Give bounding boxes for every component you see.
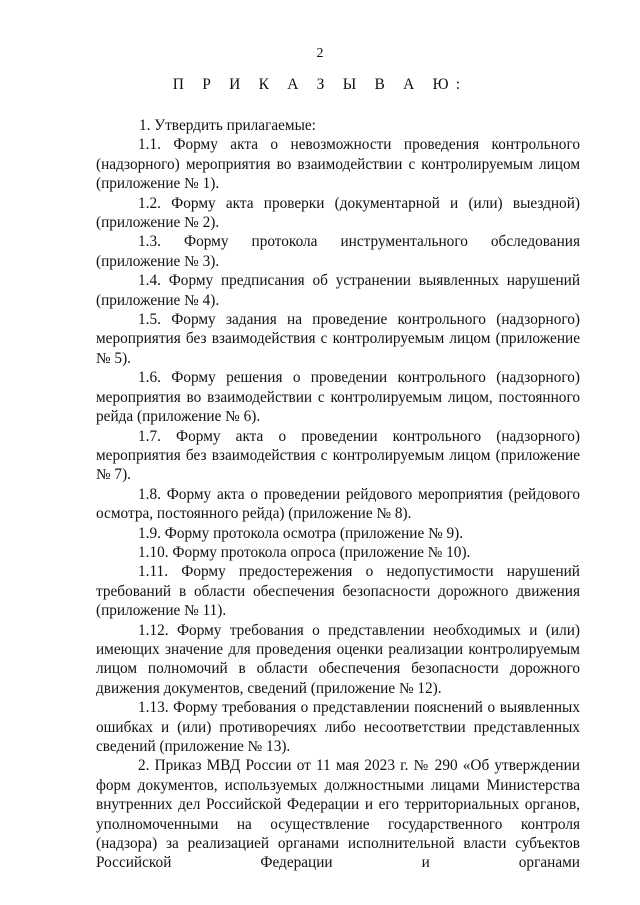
paragraph-1-6: 1.6. Форму решения о проведении контрольного (надзорного) мероприятия во взаимодействии с контролируемым лицом, постоянного рейда (приложение № 6). [96, 369, 580, 426]
paragraph-1-9: 1.9. Форму протокола осмотра (приложение № 9). [138, 524, 464, 542]
paragraph-1-12: 1.12. Форму требования о представлении необходимых и (или) имеющих значение для проведения оценки реализации контролируемым лицом полномочий в области обеспечения безопасности дорожного движения документов, сведений (приложение № 12). [96, 621, 580, 697]
paragraph-1-11: 1.11. Форму предостережения о недопустимости нарушений требований в области обеспечения безопасности дорожного движения (приложение № 11). [96, 563, 580, 620]
paragraph-1-13: 1.13. Форму требования о представлении пояснений о выявленных ошибках и (или) противоречиях либо несоответствии представленных сведений (приложение № 13). [96, 699, 580, 755]
paragraph-1-2: 1.2. Форму акта проверки (документарной и (или) выездной) (приложение № 2). [96, 194, 580, 232]
document-body [96, 116, 580, 873]
paragraph-1-1: 1.1. Форму акта о невозможности проведения контрольного (надзорного) мероприятия во взаимодействии с контролируемым лицом (приложение № 1). [96, 136, 580, 193]
paragraph-1-3: 1.3. Форму протокола инструментального обследования (приложение № 3). [96, 233, 580, 270]
paragraph-1-7: 1.7. Форму акта о проведении контрольного (надзорного) мероприятия без взаимодействия с контролируемым лицом (приложение № 7). [96, 427, 580, 484]
page-number: 2 [316, 46, 324, 61]
paragraph-1: 1. Утвердить прилагаемые: [139, 117, 316, 134]
paragraph-2: 2. Приказ МВД России от 11 мая 2023 г. № 290 «Об утверждении форм документов, используемых должностными лицами Министерства внутренних дел Российской Федерации и его территориальных органов, уполномоченными на осуществление государственного контроля (надзора) за реализацией органами исполнительной власти субъектов Российской Федерации и органами [96, 757, 580, 872]
paragraph-1-4: 1.4. Форму предписания об устранении выявленных нарушений (приложение № 4). [96, 272, 580, 309]
paragraph-1-8: 1.8. Форму акта о проведении рейдового мероприятия (рейдового осмотра, постоянного рейда) (приложение № 8). [96, 485, 580, 523]
paragraph-1-10: 1.10. Форму протокола опроса (приложение № 10). [138, 543, 471, 561]
order-title: П Р И К А З Ы В А Ю: [172, 76, 468, 93]
paragraph-1-5: 1.5. Форму задания на проведение контрольного (надзорного) мероприятия без взаимодействия с контролируемым лицом (приложение № 5). [96, 311, 580, 367]
